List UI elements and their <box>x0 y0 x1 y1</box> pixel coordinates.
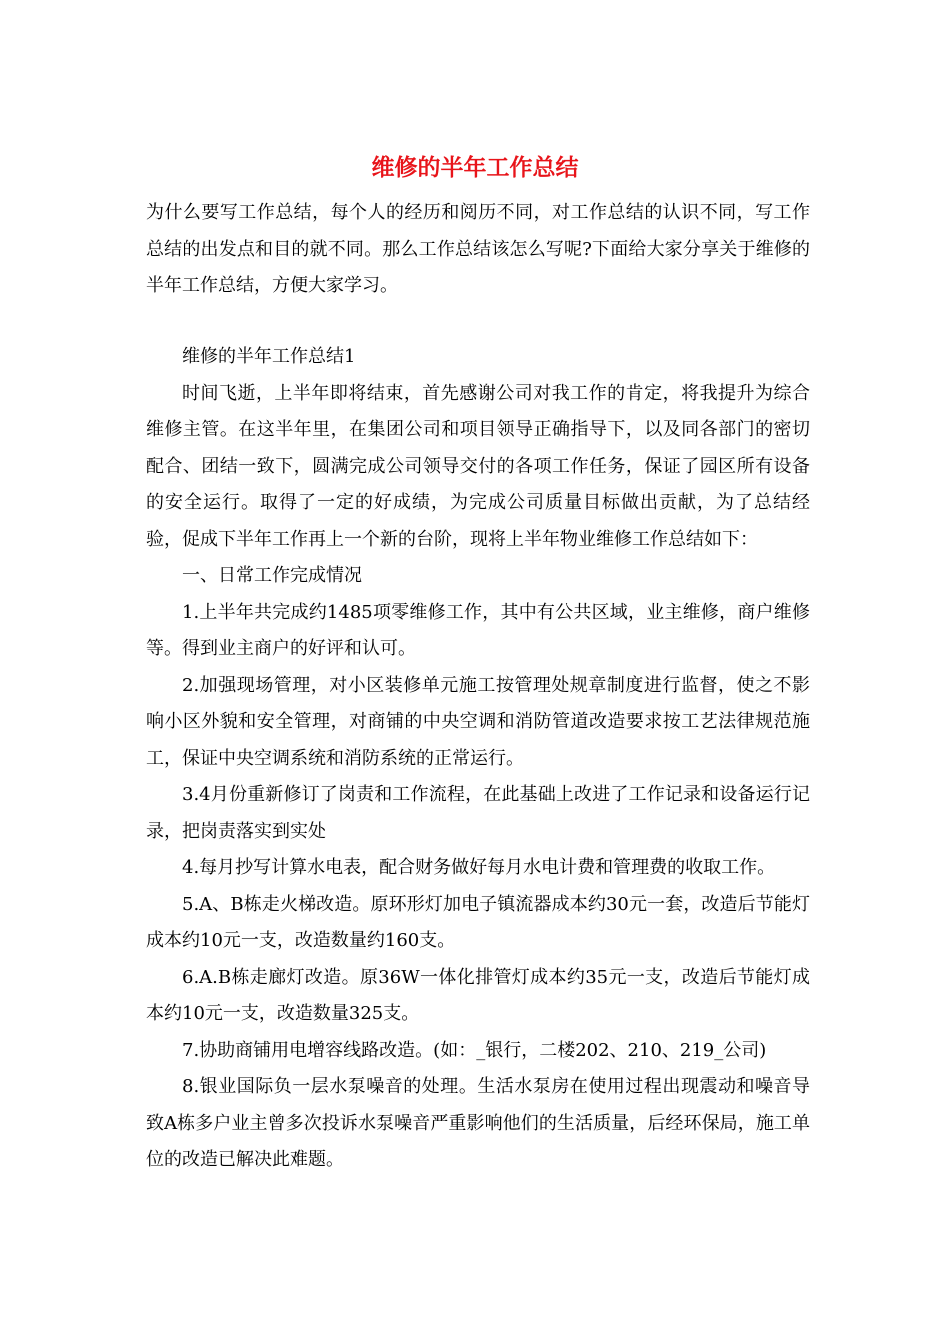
list-item-1: 1.上半年共完成约1485项零维修工作，其中有公共区域，业主维修，商户维修等。得到业主商户的好评和认可。 <box>146 601 810 659</box>
intro-paragraph: 为什么要写工作总结，每个人的经历和阅历不同，对工作总结的认识不同，写工作总结的出发点和目的就不同。那么工作总结该怎么写呢?下面给大家分享关于维修的半年工作总结，方便大家学习。 <box>146 202 810 296</box>
list-item-3: 3.4月份重新修订了岗责和工作流程，在此基础上改进了工作记录和设备运行记录，把岗责落实到实处 <box>146 784 810 842</box>
list-item-5: 5.A、B栋走火梯改造。原环形灯加电子镇流器成本约30元一套，改造后节能灯成本约10元一支，改造数量约160支。 <box>146 893 810 951</box>
summary-section <box>146 339 810 1179</box>
list-item-2: 2.加强现场管理，对小区装修单元施工按管理处规章制度进行监督，使之不影响小区外貌和安全管理，对商铺的中央空调和消防管道改造要求按工艺法律规范施工，保证中央空调系统和消防系统的正常运行。 <box>146 674 810 769</box>
list-item-7: 7.协助商铺用电增容线路改造。(如：_银行，二楼202、210、219_公司) <box>182 1039 767 1061</box>
list-item-6: 6.A.B栋走廊灯改造。原36W一体化排管灯成本约35元一支，改造后节能灯成本约10元一支，改造数量325支。 <box>146 966 810 1024</box>
opening-paragraph: 时间飞逝，上半年即将结束，首先感谢公司对我工作的肯定，将我提升为综合维修主管。在这半年里，在集团公司和项目领导正确指导下，以及同各部门的密切配合、团结一致下，圆满完成公司领导交付的各项工作任务，保证了园区所有设备的安全运行。取得了一定的好成绩，为完成公司质量目标做出贡献，为了总结经验，促成下半年工作再上一个新的台阶，现将上半年物业维修工作总结如下： <box>146 382 810 550</box>
subheading-daily-work: 一、日常工作完成情况 <box>182 565 362 586</box>
section-heading: 维修的半年工作总结1 <box>182 346 356 367</box>
intro-section <box>146 195 810 305</box>
list-item-8: 8.银业国际负一层水泵噪音的处理。生活水泵房在使用过程出现震动和噪音导致A栋多户业主曾多次投诉水泵噪音严重影响他们的生活质量，后经环保局，施工单位的改造已解决此难题。 <box>146 1076 810 1170</box>
list-item-4: 4.每月抄写计算水电表，配合财务做好每月水电计费和管理费的收取工作。 <box>182 857 776 878</box>
document-title: 维修的半年工作总结 <box>371 155 579 181</box>
